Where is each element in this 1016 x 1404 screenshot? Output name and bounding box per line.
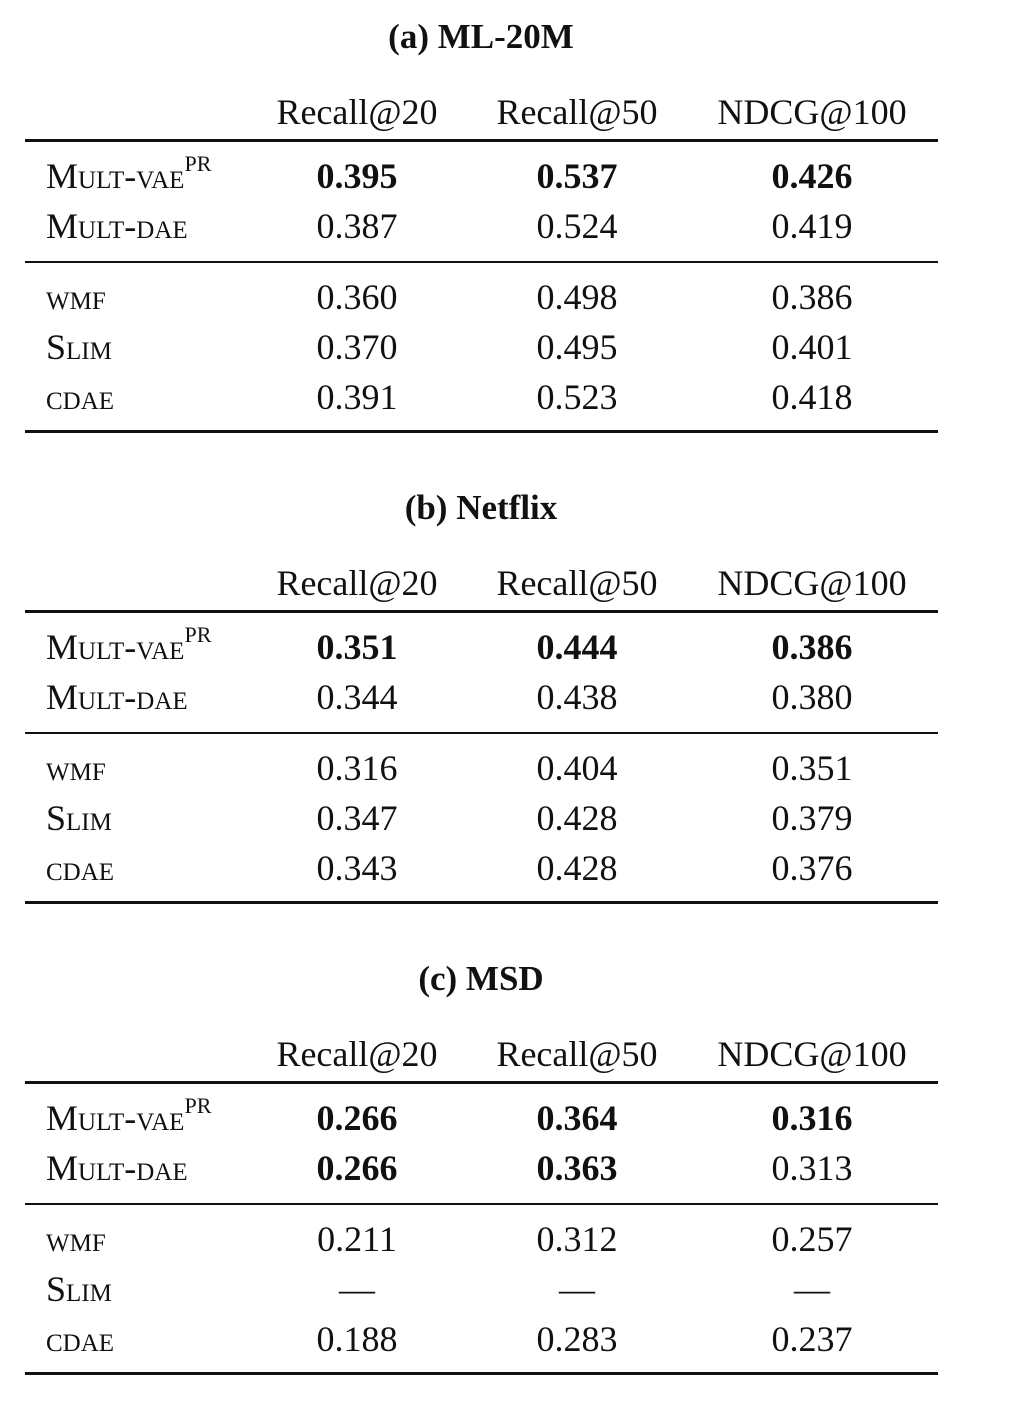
method-name	[46, 202, 188, 250]
metric-value: 0.351	[771, 748, 853, 788]
metric-value: 0.404	[536, 748, 618, 788]
metric-value: 0.343	[316, 848, 398, 888]
metric-value: 0.211	[317, 1219, 397, 1259]
method-label: Mult-dae	[46, 677, 188, 717]
metric-value: 0.498	[536, 277, 618, 317]
metric-value: 0.523	[536, 377, 618, 417]
method-label: cdae	[46, 1319, 115, 1359]
top-rule	[25, 139, 938, 142]
method-label: Mult-dae	[46, 206, 188, 246]
method-name	[46, 1144, 188, 1192]
metric-value: 0.386	[771, 627, 853, 667]
bottom-rule	[25, 1372, 938, 1375]
column-header: NDCG@100	[717, 563, 907, 603]
column-header: Recall@50	[496, 563, 658, 603]
method-label: cdae	[46, 848, 115, 888]
column-header: Recall@20	[276, 563, 438, 603]
method-superscript: PR	[184, 1093, 212, 1118]
metric-value: 0.316	[771, 1098, 853, 1138]
metric-value: —	[559, 1269, 595, 1309]
table-caption: (b) Netflix	[404, 488, 558, 527]
metric-value: 0.313	[771, 1148, 853, 1188]
metric-value: 0.344	[316, 677, 398, 717]
metric-value: 0.283	[536, 1319, 618, 1359]
metric-value: 0.266	[316, 1148, 398, 1188]
metric-value: —	[794, 1269, 830, 1309]
top-rule	[25, 1081, 938, 1084]
metric-value: 0.386	[771, 277, 853, 317]
mid-rule	[25, 1203, 938, 1205]
method-label: wmf	[46, 277, 106, 317]
metric-value: 0.444	[536, 627, 618, 667]
metric-value: 0.428	[536, 848, 618, 888]
bottom-rule	[25, 901, 938, 904]
metric-value: 0.312	[536, 1219, 618, 1259]
column-header: Recall@20	[276, 92, 438, 132]
method-name	[46, 273, 106, 321]
metric-value: 0.380	[771, 677, 853, 717]
table-caption: (c) MSD	[418, 959, 544, 998]
method-name	[46, 844, 114, 892]
metric-value: 0.237	[771, 1319, 853, 1359]
metric-value: 0.266	[316, 1098, 398, 1138]
metric-value: 0.418	[771, 377, 853, 417]
method-name	[46, 1215, 106, 1263]
metric-value: 0.347	[316, 798, 398, 838]
results-table	[0, 0, 1016, 440]
method-name	[46, 794, 112, 842]
method-name	[46, 1094, 211, 1142]
method-label: cdae	[46, 377, 115, 417]
method-name	[46, 744, 106, 792]
table-caption: (a) ML-20M	[388, 17, 574, 56]
metric-value: —	[339, 1269, 375, 1309]
method-name	[46, 623, 211, 671]
results-table	[0, 942, 1016, 1382]
metric-value: 0.428	[536, 798, 618, 838]
metric-value: 0.370	[316, 327, 398, 367]
column-header: Recall@50	[496, 1034, 658, 1074]
method-name	[46, 1315, 114, 1363]
method-label: Mult-vae	[46, 1098, 185, 1138]
method-label: Mult-vae	[46, 156, 185, 196]
metric-value: 0.257	[771, 1219, 853, 1259]
top-rule	[25, 610, 938, 613]
column-header: NDCG@100	[717, 92, 907, 132]
bottom-rule	[25, 430, 938, 433]
metric-value: 0.379	[771, 798, 853, 838]
metric-value: 0.401	[771, 327, 853, 367]
method-name	[46, 373, 114, 421]
metric-value: 0.495	[536, 327, 618, 367]
column-header: Recall@50	[496, 92, 658, 132]
method-name	[46, 152, 211, 200]
mid-rule	[25, 732, 938, 734]
method-label: Mult-vae	[46, 627, 185, 667]
metric-value: 0.376	[771, 848, 853, 888]
metric-value: 0.351	[316, 627, 398, 667]
metric-value: 0.395	[316, 156, 398, 196]
mid-rule	[25, 261, 938, 263]
method-name	[46, 323, 112, 371]
metric-value: 0.364	[536, 1098, 618, 1138]
metric-value: 0.363	[536, 1148, 618, 1188]
metric-value: 0.188	[316, 1319, 398, 1359]
method-name	[46, 673, 188, 721]
method-label: Mult-dae	[46, 1148, 188, 1188]
method-name	[46, 1265, 112, 1313]
metric-value: 0.426	[771, 156, 853, 196]
results-table	[0, 471, 1016, 911]
method-label: wmf	[46, 1219, 106, 1259]
metric-value: 0.316	[316, 748, 398, 788]
method-superscript: PR	[184, 151, 212, 176]
metric-value: 0.537	[536, 156, 618, 196]
method-label: Slim	[46, 798, 112, 838]
metric-value: 0.438	[536, 677, 618, 717]
column-header: NDCG@100	[717, 1034, 907, 1074]
metric-value: 0.360	[316, 277, 398, 317]
metric-value: 0.391	[316, 377, 398, 417]
metric-value: 0.524	[536, 206, 618, 246]
metric-value: 0.387	[316, 206, 398, 246]
method-label: wmf	[46, 748, 106, 788]
method-label: Slim	[46, 327, 112, 367]
method-superscript: PR	[184, 622, 212, 647]
metric-value: 0.419	[771, 206, 853, 246]
method-label: Slim	[46, 1269, 112, 1309]
column-header: Recall@20	[276, 1034, 438, 1074]
